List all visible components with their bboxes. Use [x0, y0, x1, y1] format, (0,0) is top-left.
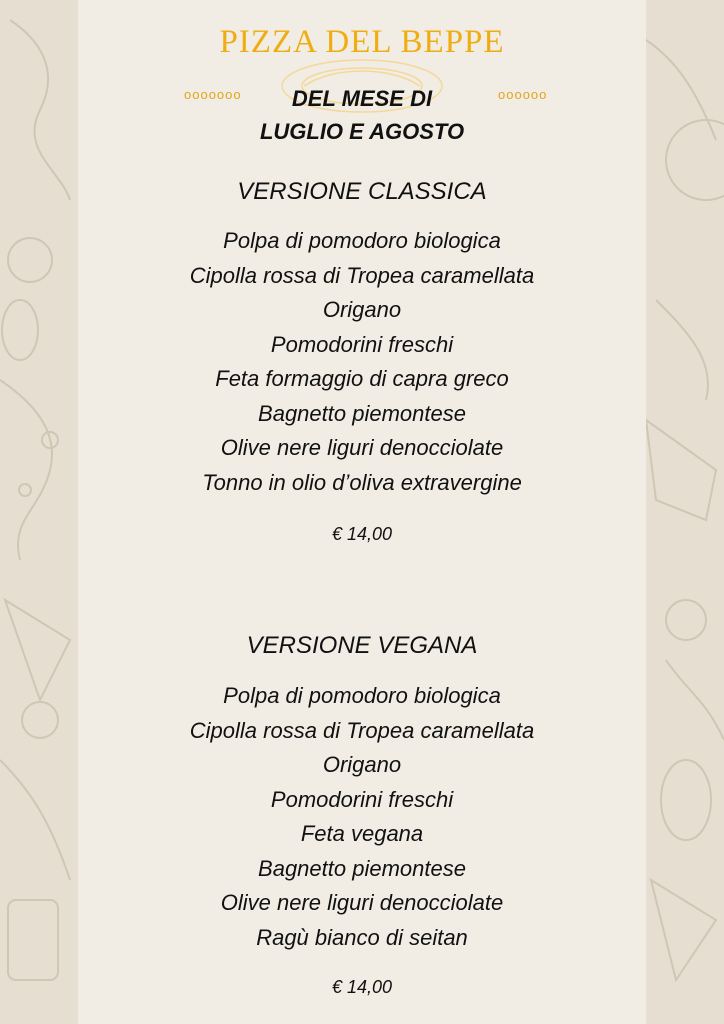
- sketch-pattern-right: [646, 0, 724, 1024]
- ingredient-list: [78, 224, 646, 500]
- section-title: VERSIONE CLASSICA: [237, 178, 487, 205]
- right-decorative-border: [646, 0, 724, 1024]
- list-item: Origano: [322, 297, 402, 322]
- ingredient-list: [78, 679, 646, 955]
- list-item: Feta vegana: [300, 821, 424, 846]
- list-item: Tonno in olio d’oliva extravergine: [202, 469, 522, 495]
- menu-panel: [78, 0, 646, 1024]
- list-item: Olive nere liguri denocciolate: [220, 435, 504, 460]
- ornament-dots-left: ooooooo: [184, 87, 242, 102]
- list-item: Cipolla rossa di Tropea caramellata: [189, 717, 535, 743]
- price: € 14,00: [331, 977, 393, 997]
- price: € 14,00: [331, 524, 393, 544]
- menu-subtitle: [78, 82, 646, 148]
- list-item: Bagnetto piemontese: [258, 855, 466, 881]
- list-item: Polpa di pomodoro biologica: [223, 228, 501, 253]
- subtitle-line-1: DEL MESE DI: [291, 86, 433, 111]
- list-item: Bagnetto piemontese: [258, 400, 466, 426]
- list-item: Feta formaggio di capra greco: [215, 366, 509, 391]
- list-item: Olive nere liguri denocciolate: [220, 890, 504, 915]
- section-title: VERSIONE VEGANA: [246, 632, 478, 659]
- list-item: Origano: [322, 752, 402, 777]
- list-item: Ragù bianco di seitan: [256, 924, 468, 950]
- subtitle-line-2: LUGLIO E AGOSTO: [259, 119, 465, 144]
- ornament-dots-right: oooooo: [498, 87, 548, 102]
- list-item: Cipolla rossa di Tropea caramellata: [189, 262, 535, 288]
- left-decorative-border: [0, 0, 78, 1024]
- sketch-pattern-left: [0, 0, 78, 1024]
- list-item: Pomodorini freschi: [270, 331, 454, 357]
- restaurant-name: PIZZA DEL BEPPE: [219, 24, 505, 60]
- list-item: Pomodorini freschi: [270, 786, 454, 812]
- list-item: Polpa di pomodoro biologica: [223, 683, 501, 708]
